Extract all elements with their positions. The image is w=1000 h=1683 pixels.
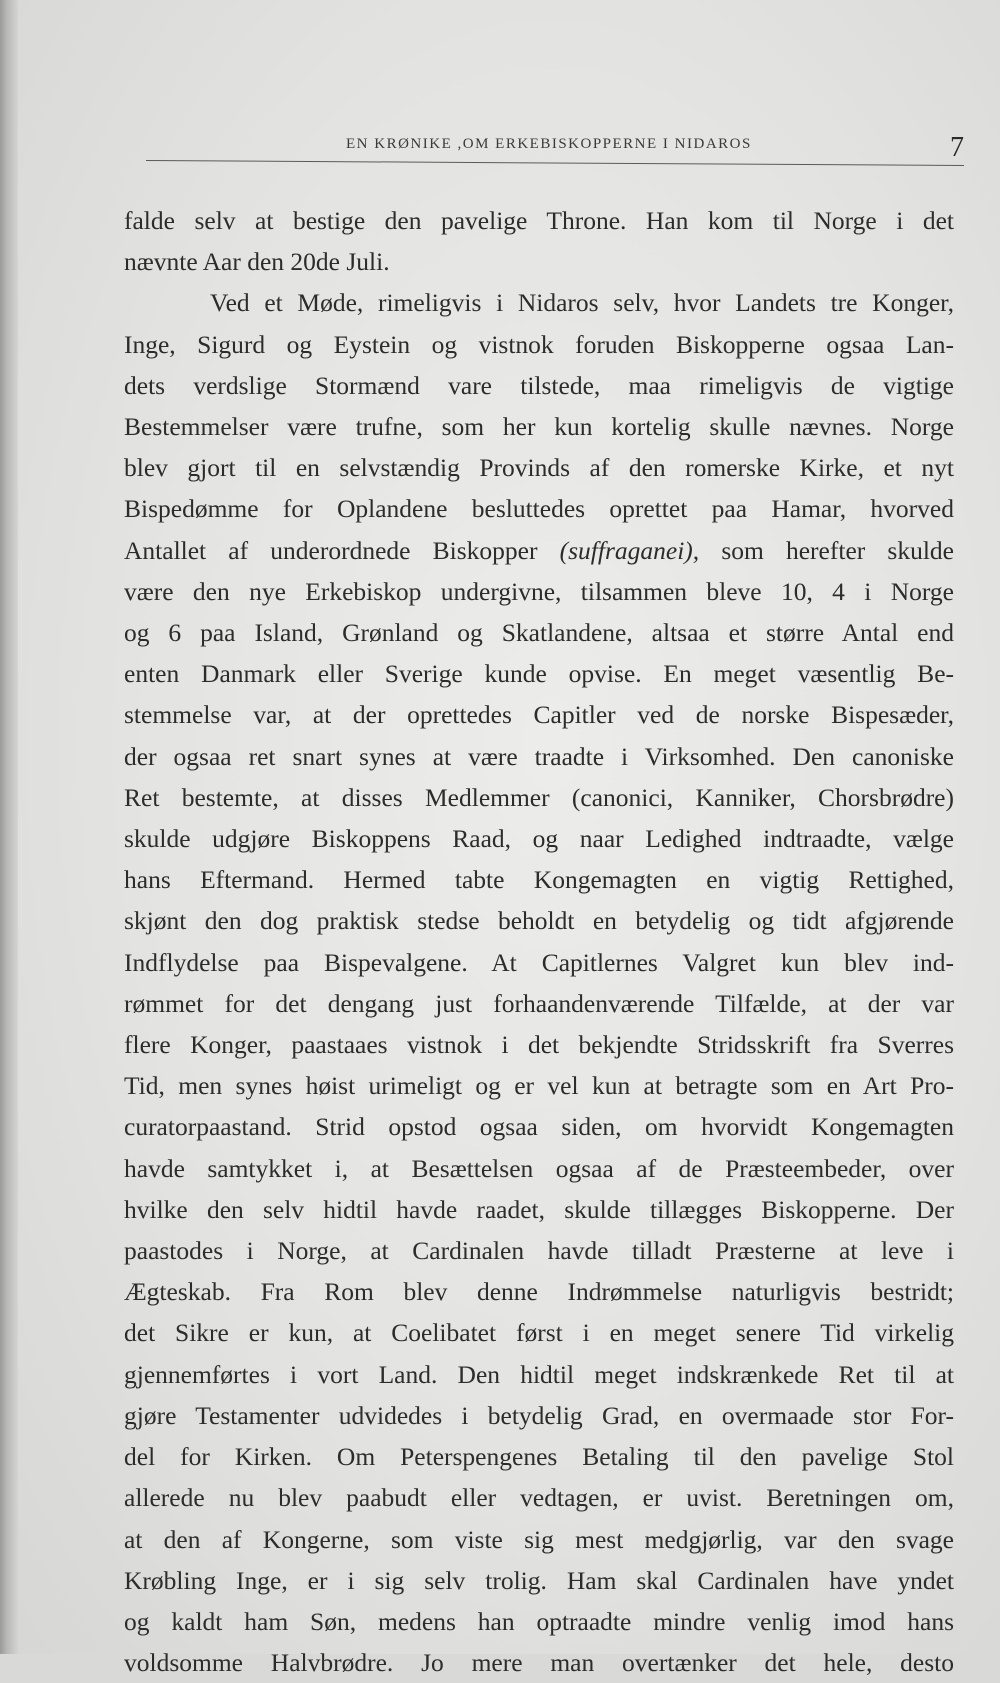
- text-line: enten Danmark eller Sverige kunde opvise. En meget væsentlig Be-: [124, 659, 954, 689]
- text-line: Tid, men synes høist urimeligt og er vel kun at betragte som en Art Pro-: [124, 1071, 954, 1101]
- text-line: gjøre Testamenter udvidedes i betydelig Grad, en overmaade stor For-: [124, 1400, 954, 1430]
- text-segment: Antallet af underordnede Biskopper: [124, 535, 560, 565]
- text-line: skulde udgjøre Biskoppens Raad, og naar Ledighed indtraadte, vælge: [124, 824, 954, 854]
- text-line: der ogsaa ret snart synes at være traadte i Virksomhed. Den canoniske: [124, 741, 954, 771]
- text-line: Bispedømme for Oplandene besluttedes oprettet paa Hamar, hvorved: [124, 494, 954, 524]
- text-line: falde selv at bestige den pavelige Throne. Han kom til Norge i det: [124, 206, 954, 235]
- text-line: være den nye Erkebiskop undergivne, tilsammen bleve 10, 4 i Norge: [124, 576, 954, 606]
- text-line: og kaldt ham Søn, medens han optraadte mindre venlig imod hans: [124, 1606, 954, 1636]
- text-line: hans Eftermand. Hermed tabte Kongemagten en vigtig Rettighed,: [124, 865, 954, 895]
- text-line: dets verdslige Stormænd vare tilstede, maa rimeligvis de vigtige: [124, 370, 954, 400]
- text-line: at den af Kongerne, som viste sig mest medgjørlig, var den svage: [124, 1524, 954, 1554]
- text-segment: som herefter skulde: [699, 535, 954, 565]
- text-line: og 6 paa Island, Grønland og Skatlandene, altsaa et større Antal end: [124, 618, 954, 648]
- text-line: Inge, Sigurd og Eystein og vistnok foruden Biskopperne ogsaa Lan-: [124, 329, 954, 359]
- text-line: Indflydelse paa Bispevalgene. At Capitlernes Valgret kun blev ind-: [124, 947, 954, 977]
- text-line: stemmelse var, at der oprettedes Capitler ved de norske Bispesæder,: [124, 700, 954, 730]
- text-line: blev gjort til en selvstændig Provinds af den romerske Kirke, et nyt: [124, 453, 954, 483]
- text-line-with-italic: [124, 530, 954, 571]
- text-line: Ægteskab. Fra Rom blev denne Indrømmelse naturligvis bestridt;: [124, 1277, 954, 1307]
- text-line: det Sikre er kun, at Coelibatet først i en meget senere Tid virkelig: [124, 1318, 954, 1348]
- paragraph-first-line: Ved et Møde, rimeligvis i Nidaros selv, hvor Landets tre Konger,: [210, 288, 954, 318]
- text-line: Krøbling Inge, er i sig selv trolig. Ham skal Cardinalen have yndet: [124, 1565, 954, 1595]
- text-line: voldsomme Halvbrødre. Jo mere man overtænker det hele, desto: [124, 1648, 954, 1678]
- text-line: rømmet for det dengang just forhaandenværende Tilfælde, at der var: [124, 988, 954, 1018]
- text-line: hvilke den selv hidtil havde raadet, skulde tillægges Biskopperne. Der: [124, 1194, 954, 1224]
- text-line: flere Konger, paastaaes vistnok i det bekjendte Stridsskrift fra Sverres: [124, 1030, 954, 1060]
- text-line: Ret bestemte, at disses Medlemmer (canonici, Kanniker, Chorsbrødre): [124, 782, 954, 812]
- text-line: Bestemmelser være trufne, som her kun kortelig skulle nævnes. Norge: [124, 412, 954, 442]
- text-line: havde samtykket i, at Besættelsen ogsaa af de Præsteembeder, over: [124, 1153, 954, 1183]
- page-number: 7: [950, 132, 964, 163]
- text-line: gjennemførtes i vort Land. Den hidtil meget indskrænkede Ret til at: [124, 1359, 954, 1389]
- text-line: skjønt den dog praktisk stedse beholdt en betydelig og tidt afgjørende: [124, 906, 954, 936]
- italic-term: (suffraganei),: [559, 535, 700, 565]
- text-line: allerede nu blev paabudt eller vedtagen, er uvist. Beretningen om,: [124, 1483, 954, 1513]
- text-line: nævnte Aar den 20de Juli.: [124, 247, 390, 277]
- running-title: EN KRØNIKE ,OM ERKEBISKOPPERNE I NIDAROS: [346, 136, 752, 152]
- book-spine-shadow: [0, 0, 18, 1654]
- text-line: paastodes i Norge, at Cardinalen havde tilladt Præsterne at leve i: [124, 1236, 954, 1266]
- text-line: del for Kirken. Om Peterspengenes Betaling til den pavelige Stol: [124, 1442, 954, 1472]
- body-text: [124, 200, 954, 1683]
- text-line: curatorpaastand. Strid opstod ogsaa siden, om hvorvidt Kongemagten: [124, 1112, 954, 1142]
